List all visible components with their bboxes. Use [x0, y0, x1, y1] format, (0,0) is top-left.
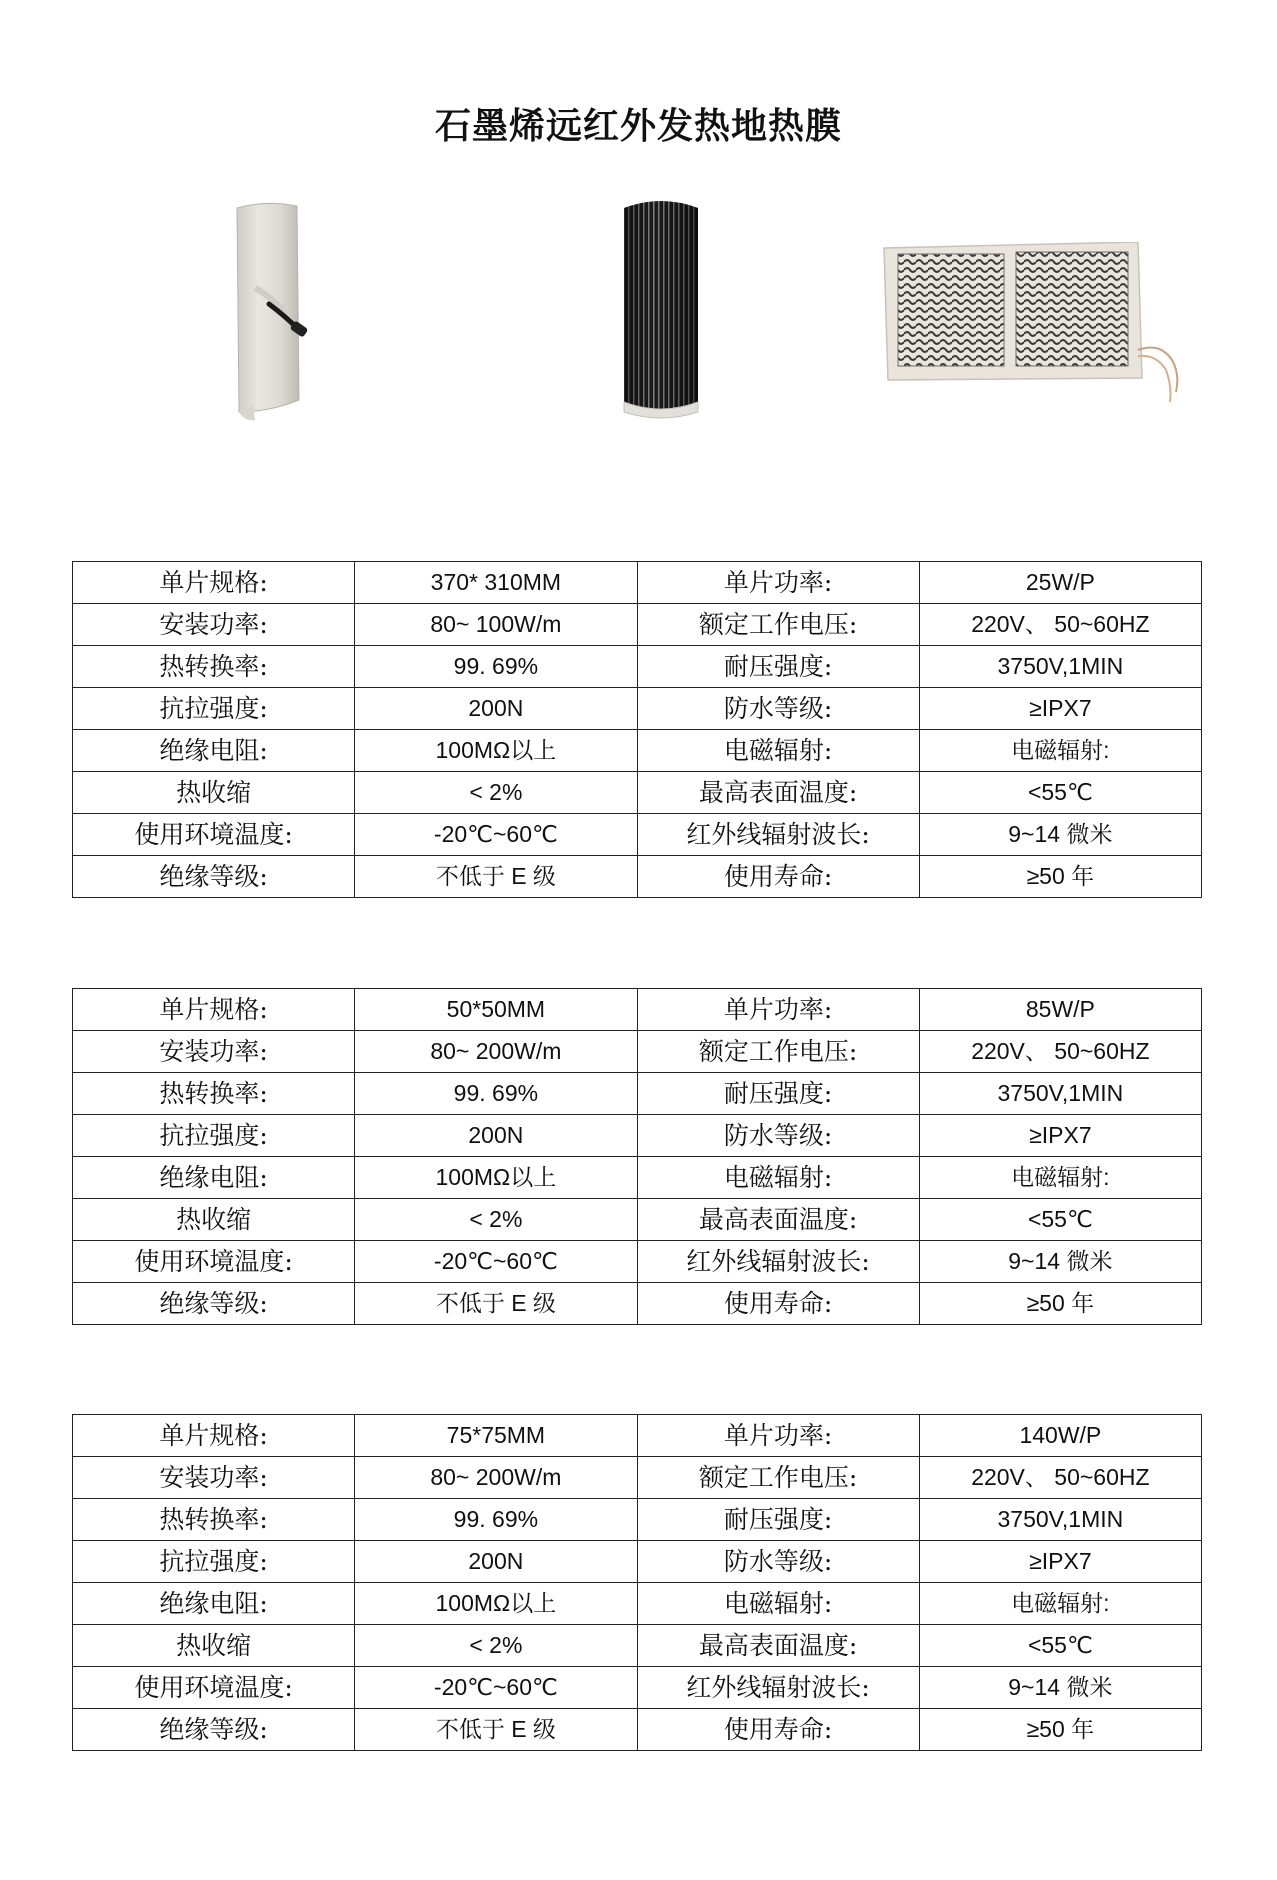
- spec-label-cell: 热转换率:: [73, 646, 355, 688]
- spec-value-cell: < 2%: [355, 1199, 637, 1241]
- table-row: [73, 1709, 1202, 1751]
- table-row: [73, 1031, 1202, 1073]
- spec-value-cell: 不低于 E 级: [355, 1283, 637, 1325]
- spec-label-cell: 单片功率:: [637, 989, 919, 1031]
- spec-label-cell: 使用寿命:: [637, 1709, 919, 1751]
- spec-label-cell: 红外线辐射波长:: [637, 814, 919, 856]
- spec-label-cell: 最高表面温度:: [637, 1625, 919, 1667]
- spec-label-cell: 安装功率:: [73, 1457, 355, 1499]
- table-row: [73, 688, 1202, 730]
- spec-value-cell: 99. 69%: [355, 1499, 637, 1541]
- spec-label-cell: 使用环境温度:: [73, 814, 355, 856]
- spec-value-cell: ≥IPX7: [919, 1541, 1201, 1583]
- spec-value-cell: 9~14 微米: [919, 814, 1201, 856]
- spec-label-cell: 防水等级:: [637, 1115, 919, 1157]
- spec-label-cell: 额定工作电压:: [637, 1457, 919, 1499]
- spec-value-cell: < 2%: [355, 1625, 637, 1667]
- spec-value-cell: 不低于 E 级: [355, 1709, 637, 1751]
- spec-label-cell: 单片规格:: [73, 989, 355, 1031]
- spec-label-cell: 抗拉强度:: [73, 1541, 355, 1583]
- spec-value-cell: 99. 69%: [355, 646, 637, 688]
- spec-value-cell: 200N: [355, 1541, 637, 1583]
- spec-value-cell: ≥50 年: [919, 1709, 1201, 1751]
- spec-label-cell: 安装功率:: [73, 604, 355, 646]
- spec-label-cell: 红外线辐射波长:: [637, 1667, 919, 1709]
- table-row: [73, 730, 1202, 772]
- spec-label-cell: 热转换率:: [73, 1499, 355, 1541]
- spec-value-cell: ≥IPX7: [919, 688, 1201, 730]
- spec-value-cell: -20℃~60℃: [355, 1667, 637, 1709]
- spec-table-1: [72, 561, 1202, 898]
- spec-label-cell: 使用环境温度:: [73, 1667, 355, 1709]
- spec-value-cell: 50*50MM: [355, 989, 637, 1031]
- spec-value-cell: 3750V,1MIN: [919, 646, 1201, 688]
- spec-label-cell: 最高表面温度:: [637, 772, 919, 814]
- spec-label-cell: 红外线辐射波长:: [637, 1241, 919, 1283]
- table-row: [73, 1625, 1202, 1667]
- spec-label-cell: 防水等级:: [637, 688, 919, 730]
- spec-value-cell: 9~14 微米: [919, 1667, 1201, 1709]
- table-row: [73, 1199, 1202, 1241]
- table-row: [73, 1415, 1202, 1457]
- table-row: [73, 1457, 1202, 1499]
- spec-label-cell: 单片功率:: [637, 1415, 919, 1457]
- table-row: [73, 772, 1202, 814]
- spec-value-cell: -20℃~60℃: [355, 1241, 637, 1283]
- table-row: [73, 1667, 1202, 1709]
- spec-value-cell: ≥IPX7: [919, 1115, 1201, 1157]
- spec-label-cell: 耐压强度:: [637, 646, 919, 688]
- table-row: [73, 1241, 1202, 1283]
- spec-value-cell: 电磁辐射:: [919, 1157, 1201, 1199]
- film-roll-photo: [225, 200, 335, 425]
- product-photos: [0, 190, 1277, 450]
- spec-value-cell: ≥50 年: [919, 856, 1201, 898]
- spec-value-cell: <55℃: [919, 1199, 1201, 1241]
- carbon-film-roll-photo: [620, 194, 702, 424]
- spec-label-cell: 使用寿命:: [637, 1283, 919, 1325]
- spec-label-cell: 电磁辐射:: [637, 730, 919, 772]
- spec-label-cell: 单片规格:: [73, 562, 355, 604]
- spec-label-cell: 防水等级:: [637, 1541, 919, 1583]
- spec-value-cell: 3750V,1MIN: [919, 1073, 1201, 1115]
- spec-value-cell: 电磁辐射:: [919, 730, 1201, 772]
- spec-label-cell: 单片功率:: [637, 562, 919, 604]
- spec-label-cell: 使用环境温度:: [73, 1241, 355, 1283]
- spec-value-cell: 80~ 200W/m: [355, 1457, 637, 1499]
- spec-label-cell: 绝缘等级:: [73, 856, 355, 898]
- spec-value-cell: 3750V,1MIN: [919, 1499, 1201, 1541]
- spec-value-cell: -20℃~60℃: [355, 814, 637, 856]
- spec-value-cell: 9~14 微米: [919, 1241, 1201, 1283]
- spec-label-cell: 抗拉强度:: [73, 688, 355, 730]
- table-row: [73, 1115, 1202, 1157]
- table-row: [73, 562, 1202, 604]
- spec-label-cell: 最高表面温度:: [637, 1199, 919, 1241]
- table-row: [73, 1499, 1202, 1541]
- spec-label-cell: 电磁辐射:: [637, 1157, 919, 1199]
- spec-value-cell: <55℃: [919, 772, 1201, 814]
- spec-label-cell: 抗拉强度:: [73, 1115, 355, 1157]
- spec-label-cell: 单片规格:: [73, 1415, 355, 1457]
- table-row: [73, 1583, 1202, 1625]
- table-row: [73, 1157, 1202, 1199]
- table-row: [73, 1283, 1202, 1325]
- spec-label-cell: 绝缘等级:: [73, 1283, 355, 1325]
- table-row: [73, 1073, 1202, 1115]
- spec-label-cell: 绝缘电阻:: [73, 1583, 355, 1625]
- page-title: 石墨烯远红外发热地热膜: [434, 105, 842, 147]
- spec-label-cell: 安装功率:: [73, 1031, 355, 1073]
- spec-value-cell: 200N: [355, 688, 637, 730]
- table-row: [73, 604, 1202, 646]
- spec-value-cell: 25W/P: [919, 562, 1201, 604]
- heating-pad-photo: [880, 242, 1200, 422]
- spec-value-cell: 220V、 50~60HZ: [919, 1031, 1201, 1073]
- table-row: [73, 646, 1202, 688]
- spec-value-cell: 220V、 50~60HZ: [919, 1457, 1201, 1499]
- spec-label-cell: 电磁辐射:: [637, 1583, 919, 1625]
- spec-value-cell: 140W/P: [919, 1415, 1201, 1457]
- spec-value-cell: 200N: [355, 1115, 637, 1157]
- spec-label-cell: 耐压强度:: [637, 1499, 919, 1541]
- spec-value-cell: 100MΩ以上: [355, 1157, 637, 1199]
- spec-label-cell: 使用寿命:: [637, 856, 919, 898]
- spec-label-cell: 热收缩: [73, 1625, 355, 1667]
- spec-value-cell: 100MΩ以上: [355, 730, 637, 772]
- spec-value-cell: 220V、 50~60HZ: [919, 604, 1201, 646]
- spec-label-cell: 热转换率:: [73, 1073, 355, 1115]
- spec-label-cell: 额定工作电压:: [637, 1031, 919, 1073]
- spec-table-3: [72, 1414, 1202, 1751]
- table-row: [73, 989, 1202, 1031]
- spec-label-cell: 绝缘电阻:: [73, 1157, 355, 1199]
- spec-table-2: [72, 988, 1202, 1325]
- spec-label-cell: 额定工作电压:: [637, 604, 919, 646]
- spec-value-cell: < 2%: [355, 772, 637, 814]
- spec-value-cell: 100MΩ以上: [355, 1583, 637, 1625]
- spec-label-cell: 热收缩: [73, 772, 355, 814]
- spec-label-cell: 绝缘电阻:: [73, 730, 355, 772]
- spec-value-cell: 电磁辐射:: [919, 1583, 1201, 1625]
- spec-value-cell: 99. 69%: [355, 1073, 637, 1115]
- spec-value-cell: <55℃: [919, 1625, 1201, 1667]
- spec-label-cell: 绝缘等级:: [73, 1709, 355, 1751]
- spec-value-cell: 80~ 200W/m: [355, 1031, 637, 1073]
- spec-value-cell: 75*75MM: [355, 1415, 637, 1457]
- spec-label-cell: 耐压强度:: [637, 1073, 919, 1115]
- table-row: [73, 814, 1202, 856]
- spec-value-cell: 80~ 100W/m: [355, 604, 637, 646]
- spec-label-cell: 热收缩: [73, 1199, 355, 1241]
- spec-value-cell: ≥50 年: [919, 1283, 1201, 1325]
- spec-value-cell: 370* 310MM: [355, 562, 637, 604]
- spec-value-cell: 85W/P: [919, 989, 1201, 1031]
- table-row: [73, 1541, 1202, 1583]
- spec-value-cell: 不低于 E 级: [355, 856, 637, 898]
- table-row: [73, 856, 1202, 898]
